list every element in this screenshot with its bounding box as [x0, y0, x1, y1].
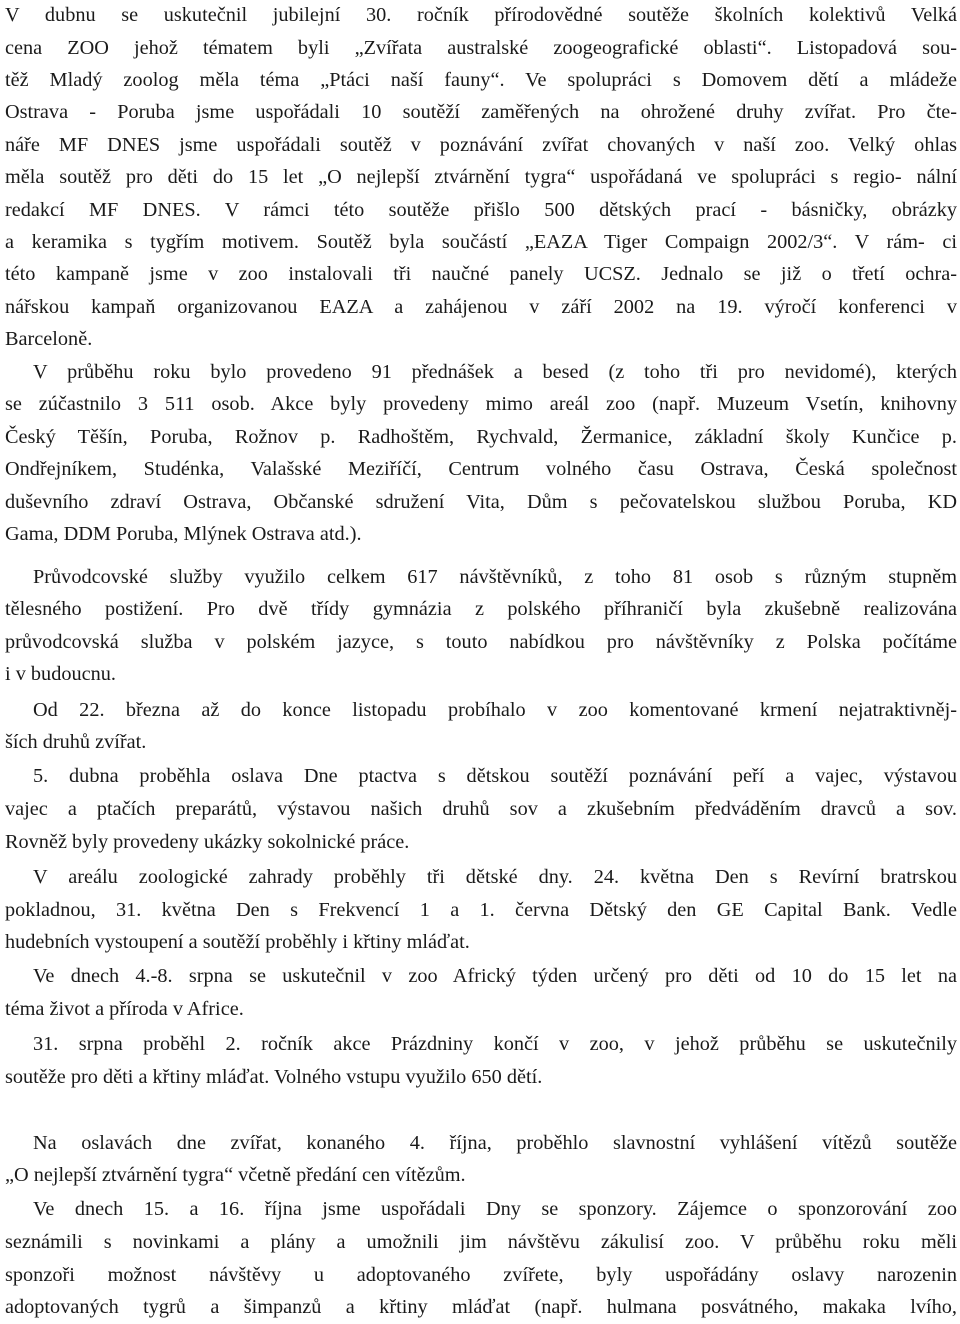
text-line: seznámili s novinkami a plány a umožnili jim návštěvu zákulisí zoo. V průběhu roku měli — [5, 1231, 957, 1253]
text-line: a keramika s tygřím motivem. Soutěž byla součástí „EAZA Tiger Compaign 2002/3“. V rám- ci — [5, 231, 957, 253]
text-line: „O nejlepší ztvárnění tygra“ včetně předání cen vítězům. — [5, 1164, 466, 1186]
text-line: V areálu zoologické zahrady proběhly tři dětské dny. 24. května Den s Revírní bratrskou — [33, 866, 957, 888]
text-line: ších druhů zvířat. — [5, 731, 147, 753]
text-line: Od 22. března až do konce listopadu probíhalo v zoo komentované krmení nejatraktivněj- — [33, 699, 957, 721]
text-line: těž Mladý zoolog měla téma „Ptáci naší fauny“. Ve spolupráci s Domovem dětí a mládeže — [5, 69, 957, 91]
text-line: sponzoři možnost návštěvy u adoptovaného zvířete, byly uspořádány oslavy narozenin — [5, 1264, 957, 1286]
text-line: Barceloně. — [5, 328, 93, 350]
text-line: 5. dubna proběhla oslava Dne ptactva s dětskou soutěží poznávání peří a vajec, výstavou — [33, 765, 957, 787]
text-line: Gama, DDM Poruba, Mlýnek Ostrava atd.). — [5, 523, 362, 545]
text-line: Ostrava - Poruba jsme uspořádali 10 soutěží zaměřených na ohrožené druhy zvířat. Pro čte- — [5, 101, 957, 123]
text-line: téma život a příroda v Africe. — [5, 998, 244, 1020]
text-line: duševního zdraví Ostrava, Občanské sdružení Vita, Dům s pečovatelskou službou Poruba, KD — [5, 491, 957, 513]
text-line: vajec a ptačích preparátů, výstavou našich druhů sov a zkušebním předváděním dravců a sov. — [5, 798, 957, 820]
text-line: 31. srpna proběhl 2. ročník akce Prázdniny končí v zoo, v jehož průběhu se uskutečnily — [33, 1033, 957, 1055]
text-line: této kampaně jsme v zoo instalovali tři naučné panely UCSZ. Jednalo se již o třetí ochra- — [5, 263, 957, 285]
text-line: Průvodcovské služby využilo celkem 617 návštěvníků, z toho 81 osob s různým stupněm — [33, 566, 957, 588]
text-line: soutěže pro děti a křtiny mláďat. Volného vstupu využilo 650 dětí. — [5, 1066, 543, 1088]
text-line: V dubnu se uskutečnil jubilejní 30. ročník přírodovědné soutěže školních kolektivů Velká — [5, 4, 957, 26]
text-line: Ve dnech 4.-8. srpna se uskutečnil v zoo Africký týden určený pro děti od 10 do 15 let na — [33, 965, 957, 987]
text-line: hudebních vystoupení a soutěží proběhly i křtiny mláďat. — [5, 931, 470, 953]
text-line: Na oslavách dne zvířat, konaného 4. října, proběhlo slavnostní vyhlášení vítězů soutěže — [33, 1132, 957, 1154]
text-line: i v budoucnu. — [5, 663, 116, 685]
text-line: se zúčastnilo 3 511 osob. Akce byly provedeny mimo areál zoo (např. Muzeum Vsetín, knihovny — [5, 393, 957, 415]
text-line: nářskou kampaň organizovanou EAZA a zahájenou v září 2002 na 19. výročí konferenci v — [5, 296, 957, 318]
text-line: měla soutěž pro děti do 15 let „O nejlepší ztvárnění tygra“ uspořádaná ve spolupráci s regio- nální — [5, 166, 957, 188]
text-line: Český Těšín, Poruba, Rožnov p. Radhoštěm, Rychvald, Žermanice, základní školy Kunčice p. — [5, 426, 957, 448]
text-line: redakcí MF DNES. V rámci této soutěže přišlo 500 dětských prací - básničky, obrázky — [5, 199, 957, 221]
text-line: Ve dnech 15. a 16. října jsme uspořádali Dny se sponzory. Zájemce o sponzorování zoo — [33, 1198, 957, 1220]
text-line: Ondřejníkem, Studénka, Valašské Meziříčí, Centrum volného času Ostrava, Česká společnost — [5, 458, 957, 480]
text-line: tělesného postižení. Pro dvě třídy gymnázia z polského příhraničí byla zkušebně realizována — [5, 598, 957, 620]
text-line: cena ZOO jehož tématem byli „Zvířata australské zoogeografické oblasti“. Listopadová sou- — [5, 37, 957, 59]
text-line: pokladnou, 31. května Den s Frekvencí 1 a 1. června Dětský den GE Capital Bank. Vedle — [5, 899, 957, 921]
text-line: Rovněž byly provedeny ukázky sokolnické práce. — [5, 831, 410, 853]
text-line: náře MF DNES jsme uspořádali soutěž v poznávání zvířat chovaných v naší zoo. Velký ohlas — [5, 134, 957, 156]
text-line: průvodcovská služba v polském jazyce, s touto nabídkou pro návštěvníky z Polska počítáme — [5, 631, 957, 653]
text-line: V průběhu roku bylo provedeno 91 přednášek a besed (z toho tři pro nevidomé), kterých — [33, 361, 957, 383]
text-line: adoptovaných tygrů a šimpanzů a křtiny mláďat (např. hulmana posvátného, makaka lvího, — [5, 1296, 957, 1318]
